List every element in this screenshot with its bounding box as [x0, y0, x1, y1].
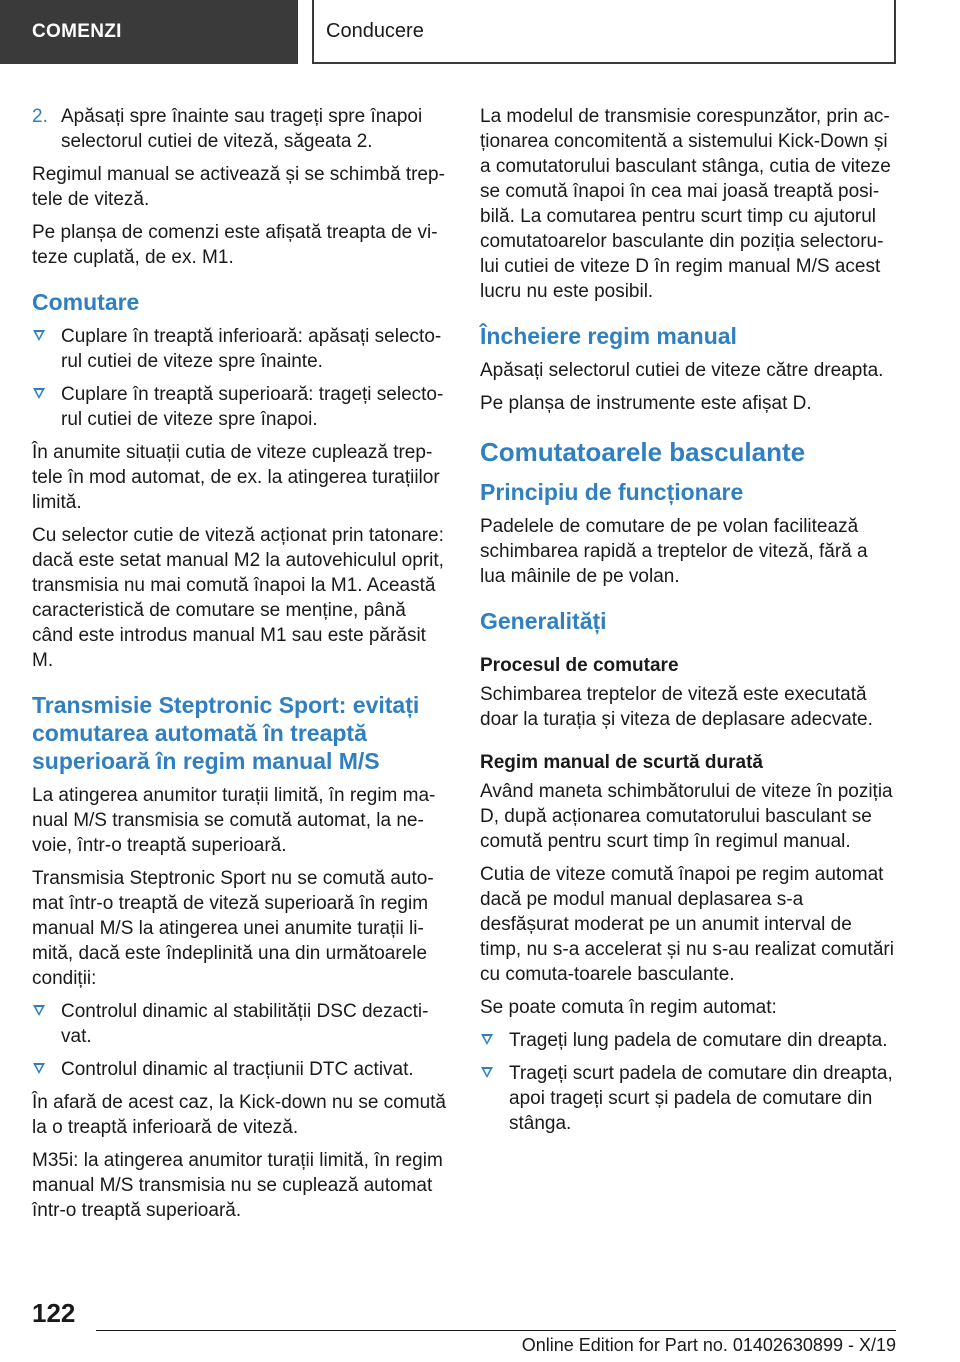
step-text: Apăsați spre înainte sau trageți spre înapoi selectorul cutiei de viteză, săgeata 2.: [61, 106, 423, 152]
list-item: [480, 1028, 896, 1053]
heading-principiu: Principiu de funcționare: [480, 479, 744, 505]
chapter-tab: [312, 0, 896, 64]
triangle-bullet-icon: [33, 1063, 45, 1074]
heading-generalitati: Generalități: [480, 608, 607, 634]
list-item-text: Cuplare în treaptă superioară: trageți selecto-rul cutiei de viteze spre înapoi.: [61, 384, 444, 430]
list-item-text: Trageți scurt padela de comutare din dreapta, apoi trageți scurt și padela de comutare din stânga.: [509, 1063, 893, 1134]
list-item-text: Cuplare în treaptă inferioară: apăsați selecto-rul cutiei de viteze spre înainte.: [61, 326, 442, 372]
edition-note: Online Edition for Part no. 01402630899 - X/19: [521, 1335, 896, 1355]
paragraph: În anumite situații cutia de viteze cuplează trep-tele în mod automat, de ex. la atingerea turațiilor limită.: [32, 442, 440, 513]
heading-incheiere: Încheiere regim manual: [480, 323, 737, 349]
paragraph: Pe planșa de comenzi este afișată treapta de vi-teze cuplată, de ex. M1.: [32, 222, 438, 268]
paragraph: Transmisia Steptronic Sport nu se comută auto-mat într-o treaptă de viteză superioară în regim manual M/S la atingerea unei anumite turații li-mită, dacă este îndeplinită una din următoarele condiții:: [32, 868, 434, 989]
list-item: [32, 1057, 446, 1082]
list-item: [32, 999, 446, 1049]
subheading-procesul: Procesul de comutare: [480, 655, 679, 676]
numbered-step: [32, 104, 446, 154]
triangle-bullet-icon: [33, 1005, 45, 1016]
page-number: 122: [32, 1298, 76, 1328]
paragraph: Apăsați selectorul cutiei de viteze către dreapta.: [480, 360, 884, 381]
paragraph: La modelul de transmisie corespunzător, prin ac-ționarea concomitentă a sistemului Kick-Down și a comutatorului basculant stânga, cutia de viteze se comută înapoi în cea mai joasă treaptă posi-bilă. La comutarea pentru scurt timp cu ajutorul comutatoarelor basculante din poziția selectoru-lui cutiei de viteze D în regim manual M/S acest lucru nu este posibil.: [480, 106, 891, 302]
subheading-regim: Regim manual de scurtă durată: [480, 752, 763, 773]
list-item-text: Controlul dinamic al stabilității DSC dezacti-vat.: [61, 1001, 429, 1047]
heading-steptronic: Transmisie Steptronic Sport: evitați comutarea automată în treaptă superioară în regim manual M/S: [32, 692, 420, 774]
heading-comutare: Comutare: [32, 289, 140, 315]
triangle-bullet-icon: [481, 1034, 493, 1045]
footer-divider: [96, 1330, 896, 1331]
paragraph: În afară de acest caz, la Kick-down nu se comută la o treaptă inferioară de viteză.: [32, 1092, 446, 1138]
paragraph: Cu selector cutie de viteză acționat prin tatonare: dacă este setat manual M2 la autovehiculul oprit, transmisia nu mai comută înapoi la M1. Această caracteristică de comutare se menține, până când este introdus manual M1 sau este părăsit M.: [32, 525, 444, 671]
paragraph: Padelele de comutare de pe volan facilitează schimbarea rapidă a treptelor de viteză, fără a lua mâinile de pe volan.: [480, 516, 868, 587]
paragraph: Având maneta schimbătorului de viteze în poziția D, după acționarea comutatorului basculant se comută pentru scurt timp în regimul manual.: [480, 781, 893, 852]
list-item: [32, 324, 446, 374]
left-column: [32, 104, 446, 1231]
section-title: COMENZI: [32, 21, 122, 42]
paragraph: Se poate comuta în regim automat:: [480, 997, 777, 1018]
list-item: [32, 382, 446, 432]
list-item: [480, 1061, 896, 1136]
right-column: [480, 104, 896, 1144]
chapter-title: Conducere: [326, 19, 424, 42]
section-tab: [0, 0, 298, 64]
triangle-bullet-icon: [33, 388, 45, 399]
list-item-text: Controlul dinamic al tracțiunii DTC activat.: [61, 1059, 414, 1080]
heading-comutatoare: Comutatoarele basculante: [480, 437, 806, 467]
paragraph: Pe planșa de instrumente este afișat D.: [480, 393, 812, 414]
paragraph: Regimul manual se activează și se schimbă trep-tele de viteză.: [32, 164, 445, 210]
triangle-bullet-icon: [33, 330, 45, 341]
step-number: 2.: [32, 106, 48, 127]
triangle-bullet-icon: [481, 1067, 493, 1078]
paragraph: M35i: la atingerea anumitor turații limită, în regim manual M/S transmisia nu se cuplează automat într-o treaptă superioară.: [32, 1150, 443, 1221]
paragraph: Schimbarea treptelor de viteză este executată doar la turația și viteza de deplasare adecvate.: [480, 684, 873, 730]
list-item-text: Trageți lung padela de comutare din dreapta.: [509, 1030, 888, 1051]
paragraph: La atingerea anumitor turații limită, în regim ma-nual M/S transmisia se comută automat, la ne-voie, într-o treaptă superioară.: [32, 785, 436, 856]
paragraph: Cutia de viteze comută înapoi pe regim automat dacă pe modul manual deplasarea s-a desfășurat moderat pe un anumit interval de timp, nu s-a accelerat și nu s-au realizat comutări cu comuta-toarele basculante.: [480, 864, 894, 985]
